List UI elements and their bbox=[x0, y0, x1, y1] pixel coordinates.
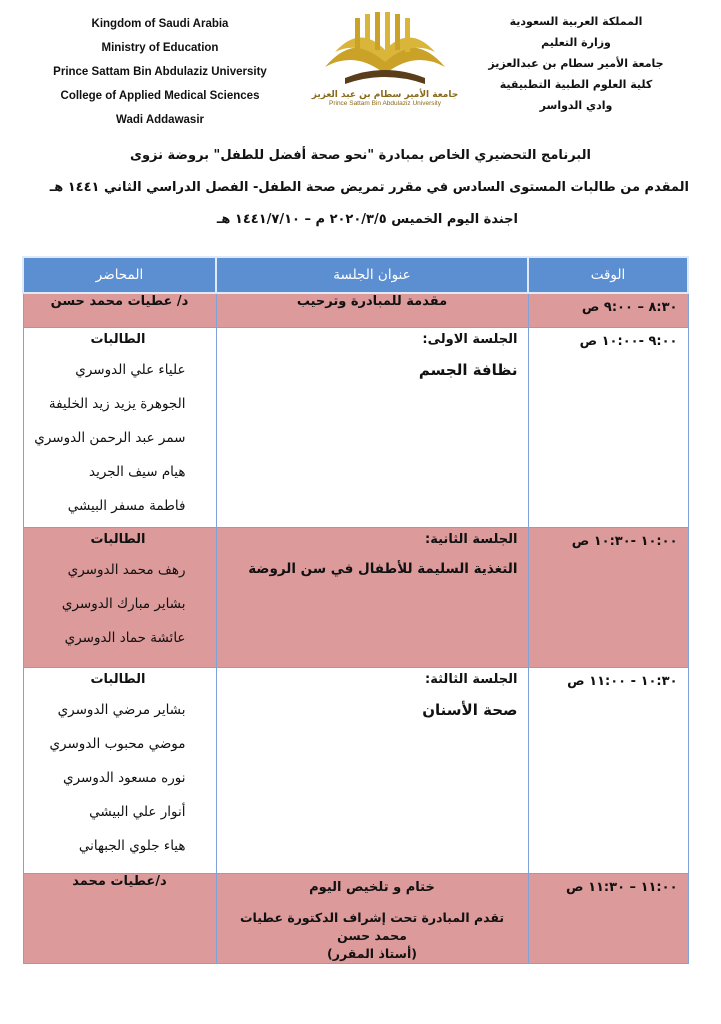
session-1-label: الجلسة الاولى: bbox=[422, 331, 518, 347]
session-3-title: صحة الأسنان bbox=[422, 700, 518, 719]
list-item: فاطمة مسفر البيشي bbox=[67, 497, 186, 514]
university-logo bbox=[310, 12, 460, 117]
header-ar-university: جامعة الأمير سطام بن عبدالعزيز bbox=[488, 57, 664, 70]
session-2-cell bbox=[216, 527, 528, 667]
header-ar-kingdom: المملكة العربية السعودية bbox=[509, 15, 643, 28]
header-ar-city: وادي الدواسر bbox=[539, 99, 613, 112]
session-1-time: ٩:٠٠ -١٠:٠٠ ص bbox=[528, 327, 688, 527]
header-english bbox=[40, 14, 280, 134]
closing-cell bbox=[216, 873, 528, 963]
table-row-intro bbox=[23, 293, 688, 327]
header-en-university: Prince Sattam Bin Abdulaziz University bbox=[53, 66, 267, 78]
header-en-kingdom: Kingdom of Saudi Arabia bbox=[91, 18, 229, 30]
list-item: هيام سيف الجريد bbox=[89, 463, 186, 480]
session-3-students-label: الطالبات bbox=[90, 671, 146, 687]
closing-note-line-1: تقدم المبادرة تحت إشراف الدكتورة عطيات محمد حسن bbox=[239, 909, 505, 943]
list-item: بشاير مبارك الدوسري bbox=[61, 595, 186, 612]
session-1-students-label: الطالبات bbox=[90, 331, 146, 347]
session-3-cell bbox=[216, 667, 528, 873]
intro-time: ٨:٣٠ – ٩:٠٠ ص bbox=[528, 293, 688, 327]
list-item: سمر عبد الرحمن الدوسري bbox=[34, 429, 186, 446]
header-arabic bbox=[481, 12, 671, 117]
list-item: أنوار علي البيشي bbox=[89, 803, 186, 820]
closing-note-line-2: (أستاذ المقرر) bbox=[327, 945, 417, 961]
session-2-title: التغذية السليمة للأطفال في سن الروضة bbox=[248, 560, 518, 577]
logo-emblem-icon bbox=[315, 12, 455, 92]
header-ar-ministry: وزارة التعليم bbox=[541, 36, 611, 49]
header-ar-college: كلية العلوم الطبية التطبيقية bbox=[499, 78, 653, 91]
session-3-label: الجلسة الثالثة: bbox=[425, 671, 518, 687]
list-item: علياء علي الدوسري bbox=[75, 361, 186, 378]
header-en-college: College of Applied Medical Sciences bbox=[60, 90, 260, 102]
session-3-time: ١٠:٣٠ - ١١:٠٠ ص bbox=[528, 667, 688, 873]
agenda-table bbox=[22, 256, 689, 964]
session-2-students-label: الطالبات bbox=[90, 531, 146, 547]
table-header-row bbox=[23, 257, 688, 293]
session-2-students bbox=[23, 527, 216, 667]
intro-lecturer: د/ عطيات محمد حسن bbox=[23, 293, 216, 327]
list-item: نوره مسعود الدوسري bbox=[63, 769, 186, 786]
logo-arabic-text: جامعة الأمير سطام بن عبد العزيز bbox=[311, 90, 459, 100]
header-lecturer: المحاضر bbox=[23, 257, 216, 293]
table-row-session-2 bbox=[23, 527, 688, 667]
closing-time: ١١:٠٠ – ١١:٣٠ ص bbox=[528, 873, 688, 963]
list-item: بشاير مرضي الدوسري bbox=[57, 701, 186, 718]
table-row-closing bbox=[23, 873, 688, 963]
session-2-label: الجلسة الثانية: bbox=[425, 531, 518, 547]
table-row-session-1 bbox=[23, 327, 688, 527]
session-3-students bbox=[23, 667, 216, 873]
session-2-time: ١٠:٠٠ -١٠:٣٠ ص bbox=[528, 527, 688, 667]
header-en-ministry: Ministry of Education bbox=[101, 42, 219, 54]
list-item: عائشة حماد الدوسري bbox=[64, 629, 186, 646]
document-titles bbox=[20, 148, 701, 242]
list-item: موضي محبوب الدوسري bbox=[49, 735, 186, 752]
list-item: رهف محمد الدوسري bbox=[67, 561, 186, 578]
session-1-cell bbox=[216, 327, 528, 527]
closing-note bbox=[217, 895, 528, 963]
list-item: الجوهرة يزيد زيد الخليفة bbox=[48, 395, 186, 412]
closing-title: ختام و تلخيص اليوم bbox=[309, 879, 435, 895]
program-subtitle: المقدم من طالبات المستوى السادس في مقرر تمريض صحة الطفل- الفصل الدراسي الثاني ١٤٤١ هـ bbox=[49, 180, 689, 195]
table-row-session-3 bbox=[23, 667, 688, 873]
session-1-title: نظافة الجسم bbox=[418, 360, 518, 379]
list-item: هياء جلوي الجبهاني bbox=[78, 837, 186, 854]
agenda-date: اجندة اليوم الخميس ٢٠٢٠/٣/٥ م – ١٤٤١/٧/١٠ هـ bbox=[216, 212, 518, 227]
logo-english-text: Prince Sattam Bin Abdulaziz University bbox=[329, 100, 441, 107]
program-title: البرنامج التحضيري الخاص بمبادرة "نحو صحة أفضل للطفل" بروضة نزوى bbox=[130, 148, 591, 163]
closing-lecturer: د/عطيات محمد bbox=[23, 873, 216, 963]
header-time: الوقت bbox=[528, 257, 688, 293]
header-en-city: Wadi Addawasir bbox=[116, 114, 204, 126]
header-session: عنوان الجلسة bbox=[216, 257, 528, 293]
session-1-students bbox=[23, 327, 216, 527]
intro-session: مقدمة للمبادرة وترحيب bbox=[216, 293, 528, 327]
